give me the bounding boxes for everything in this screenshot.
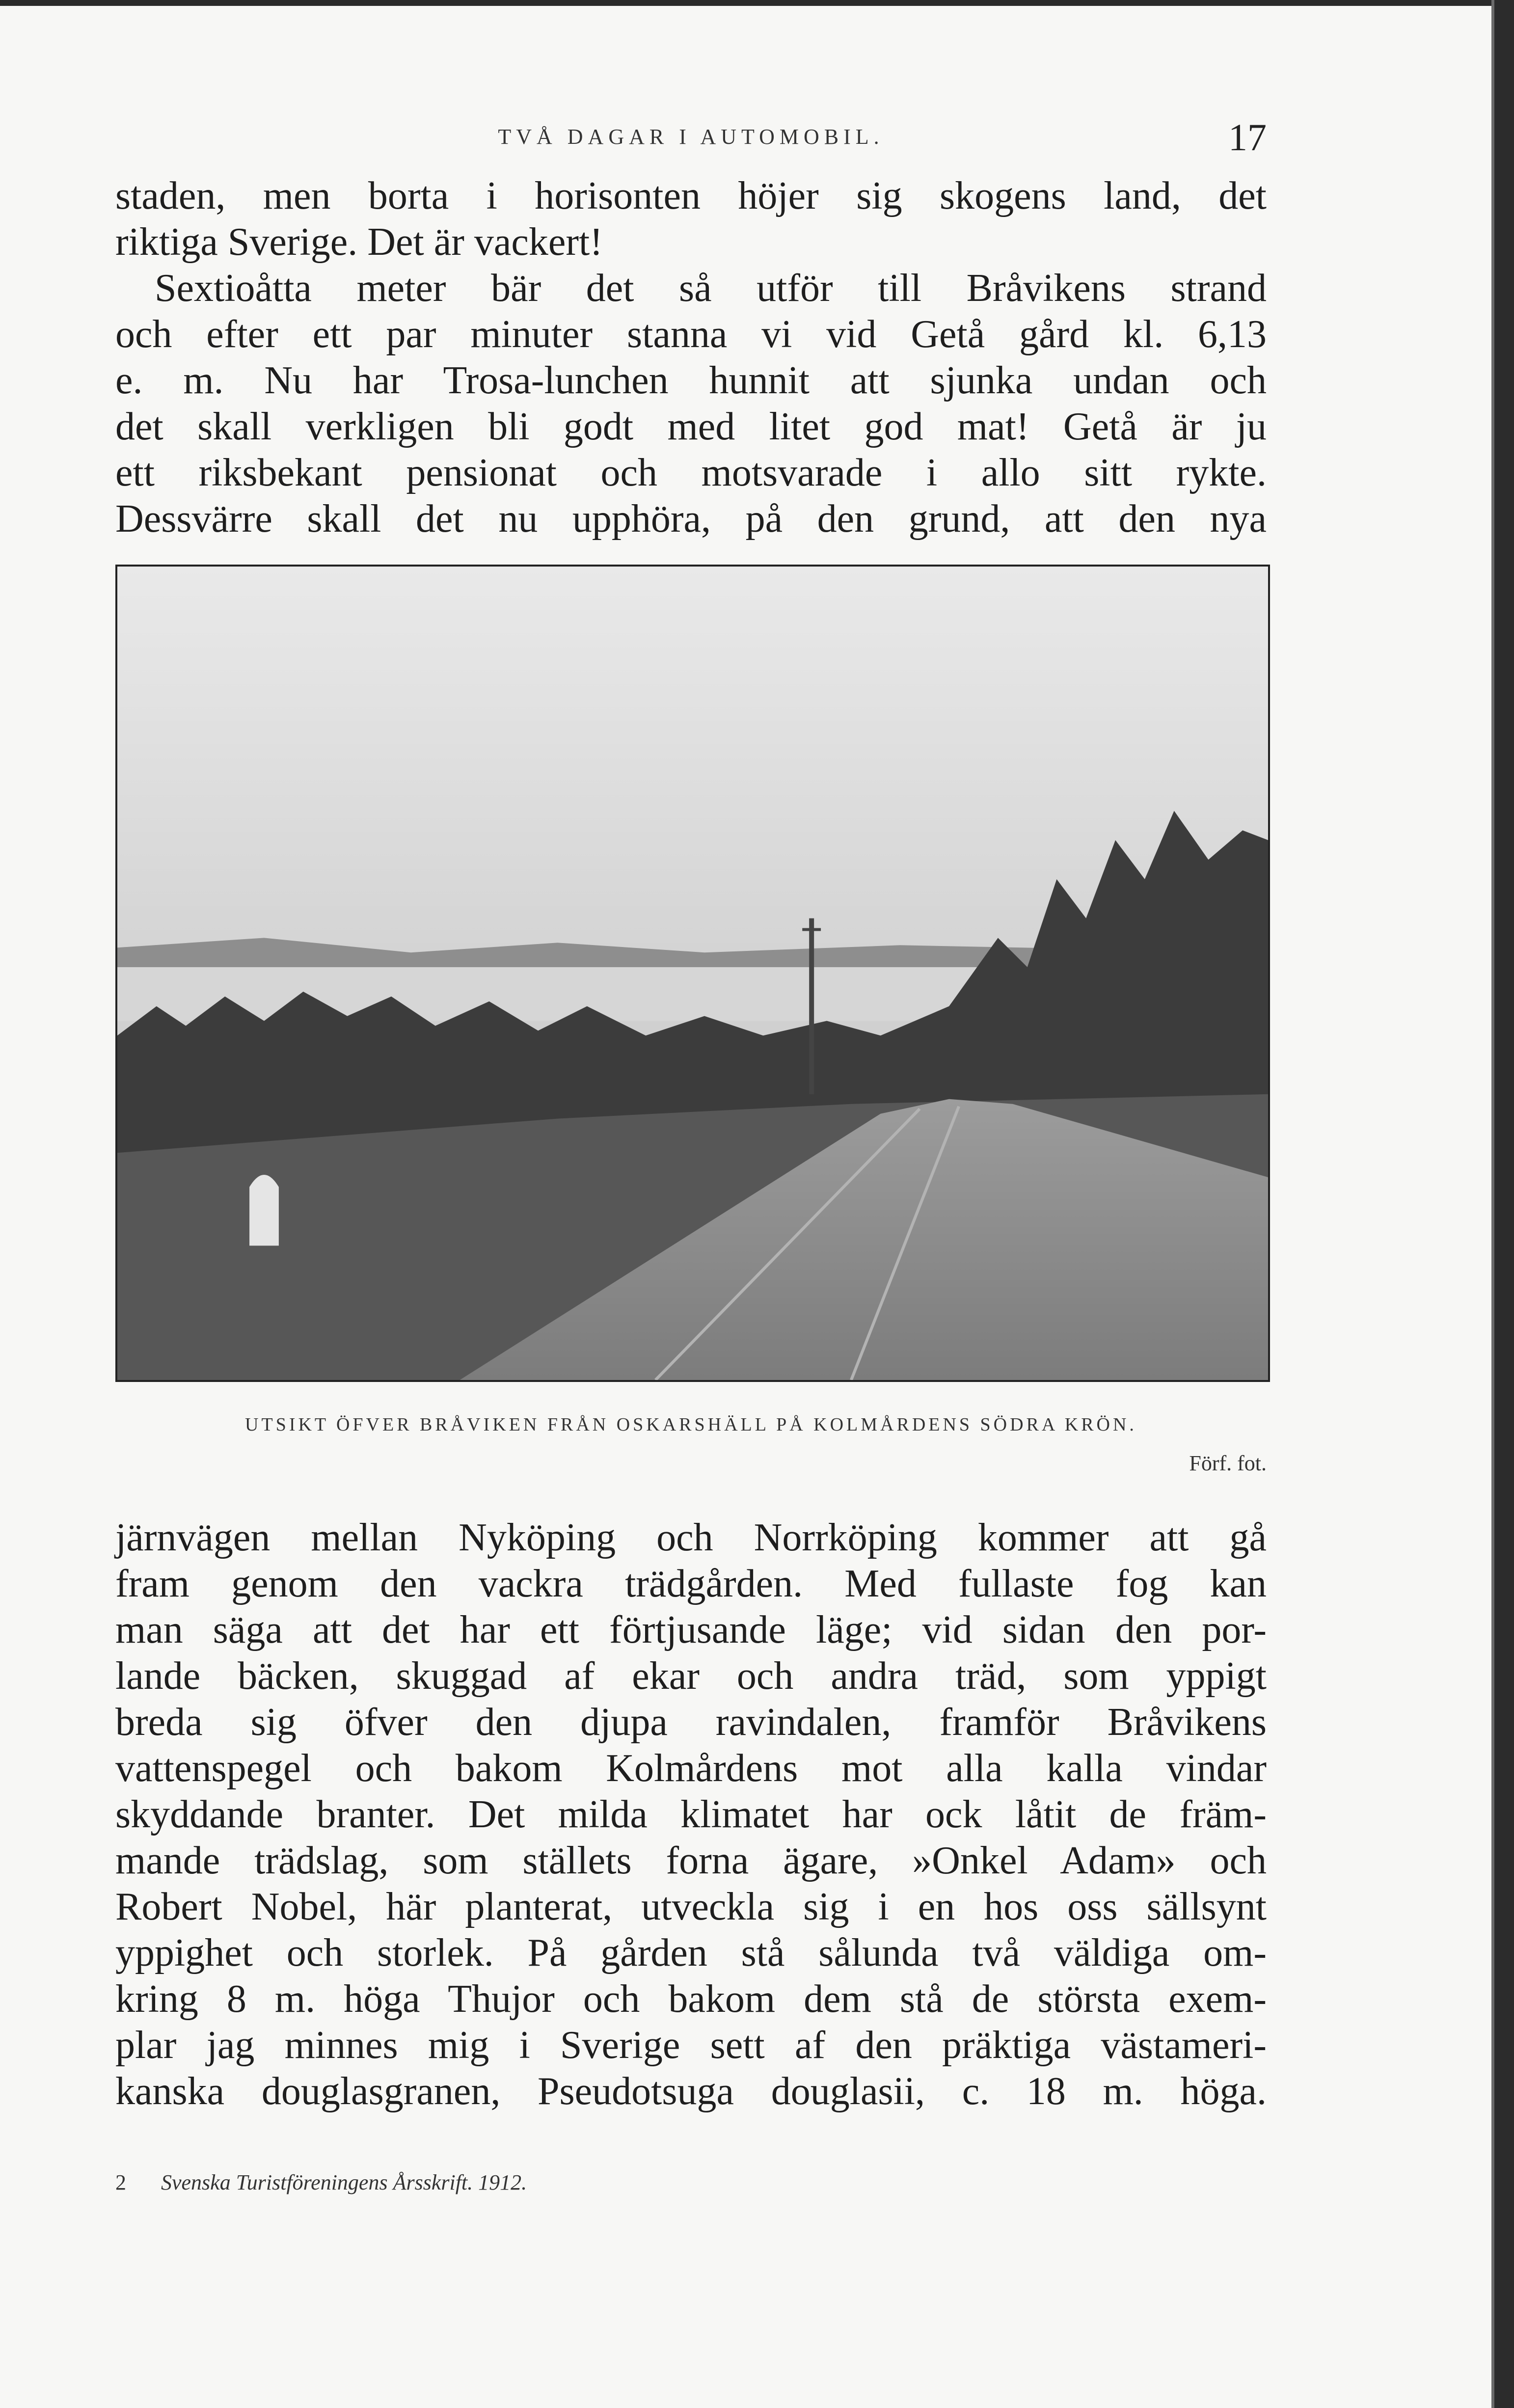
photo-illustration [117, 567, 1268, 1380]
text-line: riktiga Sverige. Det är vackert! [115, 220, 603, 264]
text-line: kanska douglasgranen, Pseudotsuga douglasii, c. 18 m. höga. [115, 2070, 1267, 2113]
text-line: man säga att det har ett förtjusande läge; vid sidan den por- [115, 1608, 1267, 1651]
page-footer [115, 2170, 527, 2195]
scan-edge-right [1494, 0, 1514, 2408]
page-number: 17 [1228, 116, 1267, 159]
text-line: och efter ett par minuter stanna vi vid Getå gård kl. 6,13 [115, 313, 1267, 356]
photo-credit: Förf. fot. [1189, 1451, 1267, 1475]
text-line: mande trädslag, som ställets forna ägare, »Onkel Adam» och [115, 1839, 1267, 1882]
text-line: yppighet och storlek. På gården stå sålunda två väldiga om- [115, 1931, 1267, 1975]
text-line: ett riksbekant pensionat och motsvarade i allo sitt rykte. [115, 451, 1267, 494]
text-line: fram genom den vackra trädgården. Med fullaste fog kan [115, 1562, 1267, 1605]
text-line: breda sig öfver den djupa ravindalen, framför Bråvikens [115, 1701, 1267, 1744]
paragraph-bottom [115, 1515, 1267, 2114]
journal-title: Svenska Turistföreningens Årsskrift. 1912. [161, 2170, 527, 2194]
text-line: lande bäcken, skuggad af ekar och andra träd, som yppigt [115, 1654, 1267, 1698]
text-line: Sextioåtta meter bär det så utför till Bråvikens strand [155, 267, 1267, 310]
running-head [115, 115, 1267, 169]
text-line: Dessvärre skall det nu upphöra, på den grund, att den nya [115, 497, 1267, 541]
text-line: vattenspegel och bakom Kolmårdens mot alla kalla vindar [115, 1747, 1267, 1790]
running-title: TVÅ DAGAR I AUTOMOBIL. [498, 125, 884, 149]
scan-edge-top [0, 0, 1514, 6]
text-line: staden, men borta i horisonten höjer sig skogens land, det [115, 174, 1267, 217]
text-line: plar jag minnes mig i Sverige sett af den präktiga västameri- [115, 2024, 1267, 2067]
text-line: e. m. Nu har Trosa-lunchen hunnit att sjunka undan och [115, 359, 1267, 402]
photo-caption: UTSIKT ÖFVER BRÅVIKEN FRÅN OSKARSHÄLL PÅ KOLMÅRDENS SÖDRA KRÖN. [245, 1414, 1137, 1435]
text-line: kring 8 m. höga Thujor och bakom dem stå de största exem- [115, 1977, 1267, 2021]
text-line: järnvägen mellan Nyköping och Norrköping kommer att gå [115, 1516, 1267, 1559]
text-line: det skall verkligen bli godt med litet god mat! Getå är ju [115, 405, 1267, 448]
landscape-photo [115, 565, 1270, 1382]
text-line: Robert Nobel, här planterat, utveckla sig i en hos oss sällsynt [115, 1885, 1267, 1928]
milestone [249, 1175, 279, 1245]
signature-mark: 2 [115, 2170, 126, 2194]
telegraph-pole [809, 919, 814, 1094]
text-line: skyddande branter. Det milda klimatet har ock låtit de främ- [115, 1793, 1267, 1836]
paragraph-top [115, 173, 1267, 542]
